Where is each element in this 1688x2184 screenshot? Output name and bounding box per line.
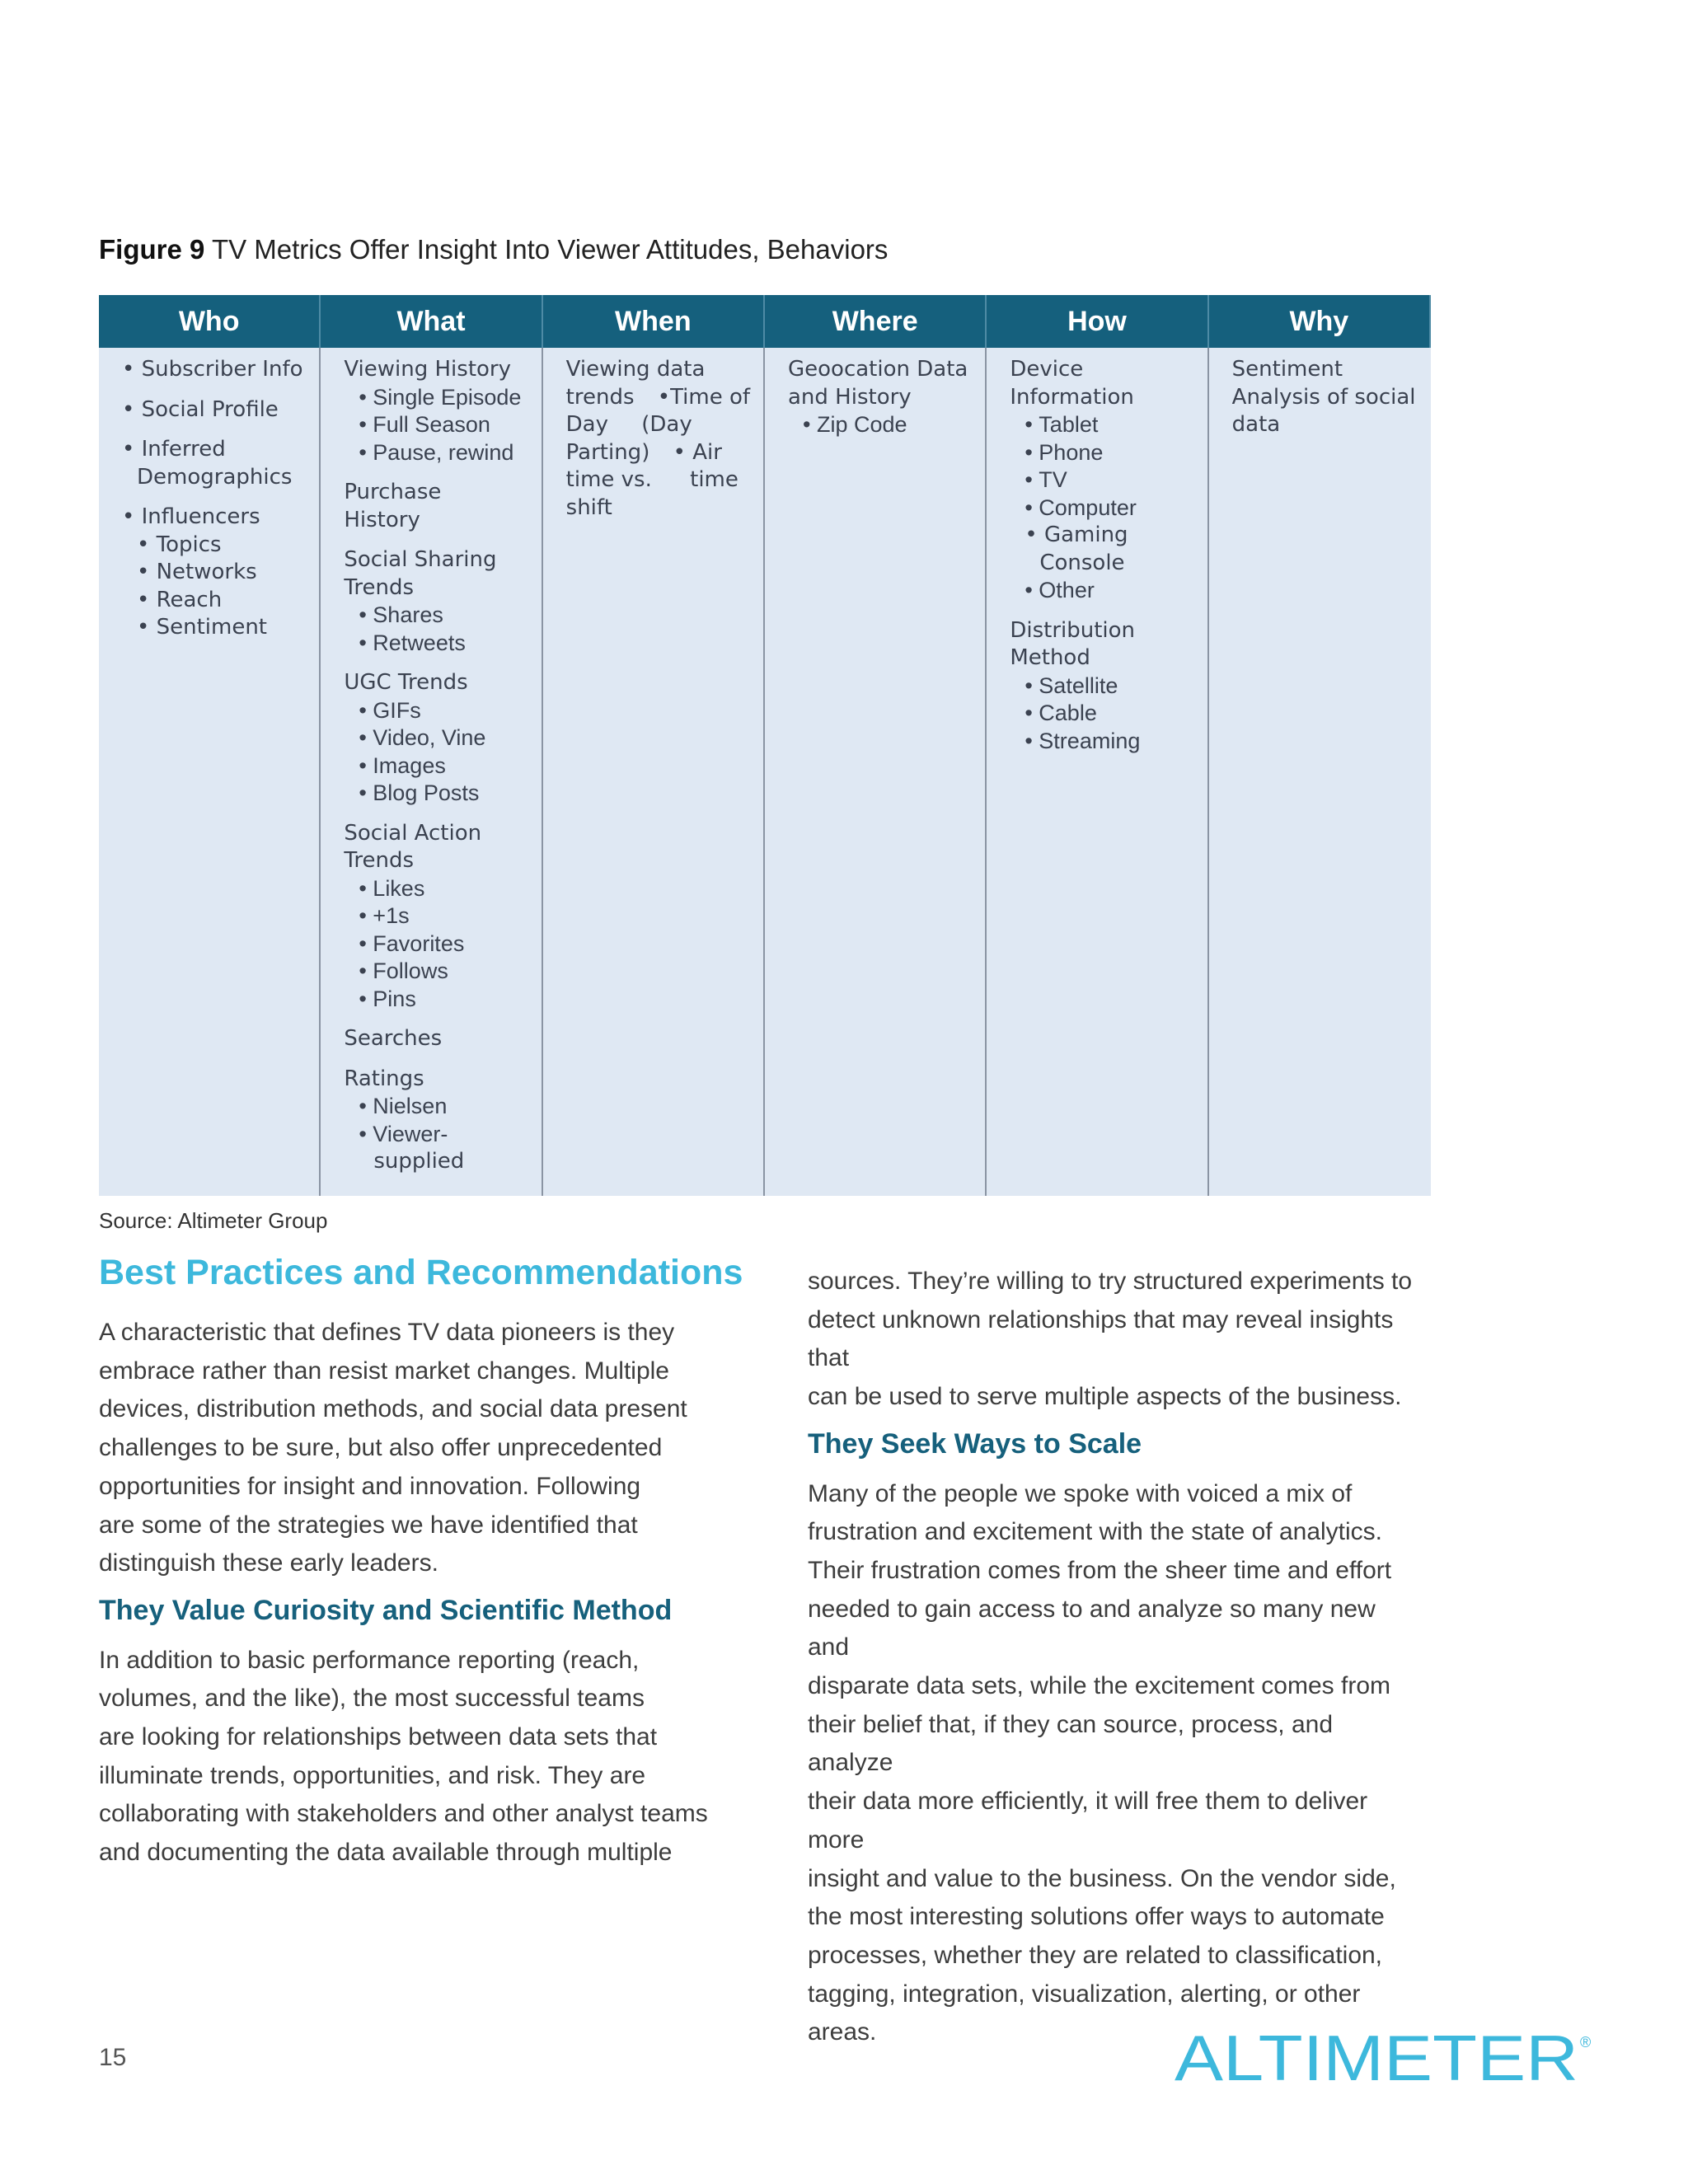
who-item: • Social Profile: [122, 396, 319, 424]
cell-where: Geoocation Data and History • Zip Code: [765, 348, 987, 1196]
header-where: Where: [765, 295, 987, 348]
cell-why: Sentiment Analysis of social data: [1209, 348, 1431, 1196]
who-subitem: • Sentiment: [122, 614, 319, 642]
what-subitem: • Follows: [344, 958, 541, 986]
what-subitem: • Single Episode: [344, 384, 541, 412]
what-subitem-cont: supplied: [373, 1149, 465, 1174]
how-group: Device Information • Tablet • Phone • TV • Computer • Gaming Console • Other: [1010, 356, 1207, 605]
what-subitem: • Full Season: [344, 411, 541, 439]
paragraph: sources. They’re willing to try structured experiments to detect unknown relationships that may reveal insights that can be used to serve multiple aspects of the business.: [808, 1268, 1413, 1411]
header-what: What: [321, 295, 542, 348]
svg-text:®: ®: [1580, 2034, 1592, 2050]
figure-caption: [99, 234, 888, 265]
when-subitem-cont: time shift: [565, 467, 738, 520]
who-subitem: • Reach: [122, 587, 319, 615]
header-who: Who: [99, 295, 321, 348]
how-subitem: • Other: [1010, 577, 1207, 605]
what-group: Social Action Trends • Likes • +1s • Favorites • Follows • Pins: [344, 820, 541, 1014]
what-subitem: • Images: [344, 752, 541, 780]
what-group: Purchase History: [344, 480, 442, 532]
what-subitem: • Favorites: [344, 930, 541, 958]
who-subitem: • Topics: [122, 532, 319, 560]
subheading: They Value Curiosity and Scientific Method: [99, 1594, 673, 1626]
what-subitem: • Nielsen: [344, 1093, 541, 1121]
what-subitem: • Shares: [344, 602, 541, 630]
when-subitem-cont: (Day Parting): [565, 412, 692, 465]
how-subitem: • Cable: [1010, 700, 1207, 728]
who-item: • Subscriber Info: [122, 356, 319, 384]
how-subitem: • Computer: [1010, 494, 1207, 523]
what-group: UGC Trends • GIFs • Video, Vine • Images • Blog Posts: [344, 669, 541, 808]
svg-text:ALTIMETER: ALTIMETER: [1175, 2029, 1578, 2087]
cell-what: [321, 348, 542, 1196]
what-group: Ratings • Nielsen • Viewer- supplied: [344, 1066, 541, 1176]
right-column: [808, 1263, 1418, 2052]
what-subitem: • Retweets: [344, 630, 541, 658]
how-subitem: • Streaming: [1010, 728, 1207, 756]
left-column: [99, 1314, 709, 1872]
what-subitem: • Blog Posts: [344, 780, 541, 808]
who-item: • Influencers • Topics • Networks • Reach • Sentiment: [122, 504, 319, 642]
what-subitem: • +1s: [344, 902, 541, 930]
where-subitem: • Zip Code: [788, 411, 985, 439]
figure-label: Figure 9: [99, 234, 205, 265]
header-when: When: [543, 295, 765, 348]
what-group: Viewing History • Single Episode • Full Season • Pause, rewind: [344, 356, 541, 466]
how-subitem: • Phone: [1010, 439, 1207, 467]
when-subitem: •Time of Day: [565, 384, 751, 437]
header-why: Why: [1209, 295, 1431, 348]
header-how: How: [987, 295, 1208, 348]
who-subitem: • Networks: [122, 559, 319, 587]
how-subitem: • TV: [1010, 466, 1207, 494]
page-number: 15: [99, 2044, 127, 2071]
when-subitem: • Air time vs.: [566, 440, 722, 493]
subheading: They Seek Ways to Scale: [808, 1427, 1142, 1460]
what-subitem: • Video, Vine: [344, 724, 541, 752]
how-subitem-cont: Console: [1039, 550, 1125, 575]
what-subitem: • Pins: [344, 986, 541, 1014]
source-note: Source: Altimeter Group: [99, 1208, 328, 1233]
altimeter-logo: [1175, 2029, 1595, 2087]
how-subitem: • Tablet: [1010, 411, 1207, 439]
who-item: • Inferred Demographics: [122, 436, 319, 491]
how-subitem: • Satellite: [1010, 673, 1207, 701]
what-group: Social Sharing Trends • Shares • Retweets: [344, 546, 541, 657]
section-title: Best Practices and Recommendations: [99, 1253, 743, 1292]
figure-title: TV Metrics Offer Insight Into Viewer Attitudes, Behaviors: [211, 234, 889, 265]
what-subitem: • GIFs: [344, 697, 541, 725]
cell-who: [99, 348, 321, 1196]
what-subitem: • Viewer-: [344, 1121, 541, 1149]
paragraph: A characteristic that defines TV data pioneers is they embrace rather than resist market changes. Multiple devices, distribution methods, and social data present challenges to be sure, but also offer unprecedented opportunities for insight and innovation. Following are some of the strategies we have identified that distinguish these early leaders.: [99, 1319, 687, 1577]
what-subitem: • Pause, rewind: [344, 439, 541, 467]
what-group: Searches: [344, 1026, 443, 1051]
how-group: Distribution Method • Satellite • Cable • Streaming: [1010, 617, 1207, 756]
paragraph: In addition to basic performance reporting (reach, volumes, and the like), the most successful teams are looking for relationships between data sets that illuminate trends, opportunities, and risk. They are collaborating with stakeholders and other analyst teams and documenting the data available through multiple: [99, 1646, 708, 1867]
cell-when: Viewing data trends •Time of Day (Day Parting) • Air time vs. time shift: [543, 348, 765, 1196]
paragraph: Many of the people we spoke with voiced a mix of frustration and excitement with the state of analytics. Their frustration comes from the sheer time and effort needed to gain access to and analyze so many new and disparate data sets, while the excitement comes from their belief that, if they can source, process, and analyze their data more efficiently, it will free them to deliver more insight and value to the business. On the vendor side, the most interesting solutions offer ways to automate processes, whether they are related to classification, tagging, integration, visualization, alerting, or other areas.: [808, 1479, 1396, 2046]
what-subitem: • Likes: [344, 875, 541, 903]
metrics-table: [99, 295, 1431, 1196]
cell-how: [987, 348, 1208, 1196]
how-subitem: • Gaming: [1010, 522, 1207, 550]
